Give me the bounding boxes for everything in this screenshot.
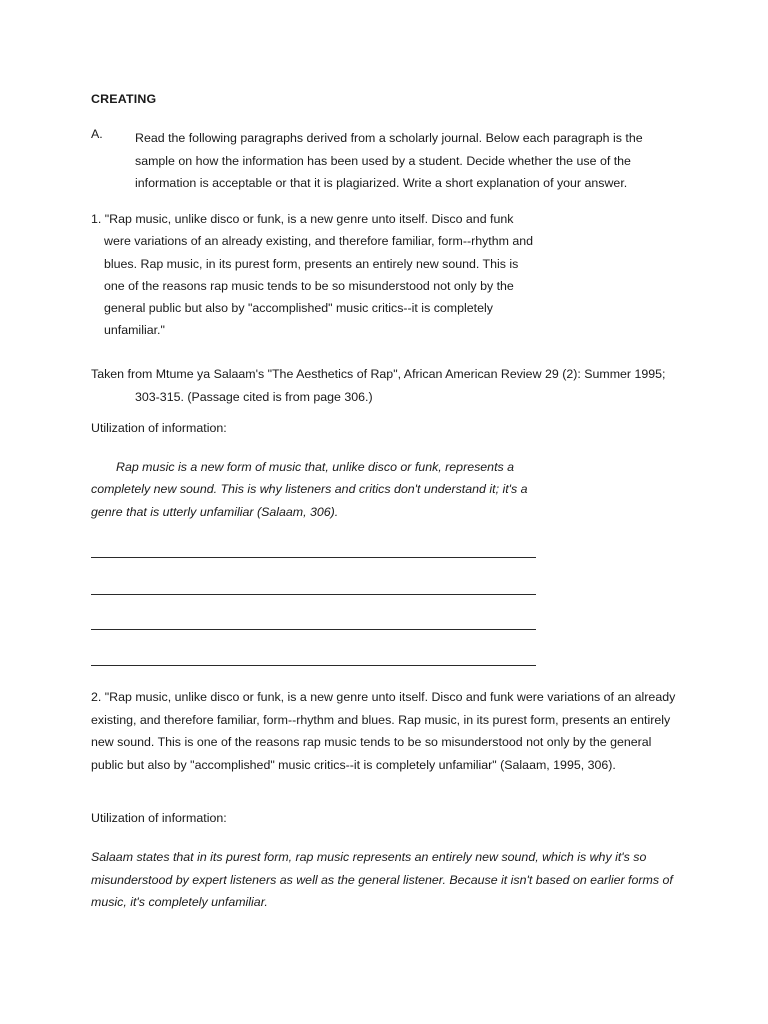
- student-sample-2: [91, 846, 681, 914]
- passage-2: [91, 686, 678, 776]
- section-heading: CREATING: [91, 92, 157, 106]
- student-sample-1: [91, 456, 551, 523]
- utilization-label-2: Utilization of information:: [91, 811, 227, 825]
- passage-line: 1. "Rap music, unlike disco or funk, is a new genre unto itself. Disco and funk: [91, 212, 514, 226]
- instruction-text: [135, 127, 675, 195]
- sample-line: completely new sound. This is why listeners and critics don't understand it; it's a: [91, 482, 528, 497]
- passage-line: one of the reasons rap music tends to be so misunderstood not only by the: [104, 278, 514, 293]
- passage-line: were variations of an already existing, and therefore familiar, form--rhythm and: [104, 234, 534, 249]
- answer-line[interactable]: [91, 594, 536, 595]
- sample-line: Salaam states that in its purest form, rap music represents an entirely new sound, which is why it's so: [91, 850, 647, 864]
- passage-line: new sound. This is one of the reasons rap music tends to be so misunderstood not only by the general: [91, 735, 652, 749]
- source-line: 303-315. (Passage cited is from page 306.): [135, 389, 373, 404]
- passage-1: [91, 208, 551, 342]
- answer-line[interactable]: [91, 629, 536, 630]
- source-line: Taken from Mtume ya Salaam's "The Aesthetics of Rap", African American Review 29 (2): Summer 1995;: [91, 367, 666, 381]
- passage-line: unfamiliar.": [104, 323, 165, 338]
- sample-line: music, it's completely unfamiliar.: [91, 895, 268, 909]
- instruction-letter: A.: [91, 127, 103, 141]
- passage-line: blues. Rap music, in its purest form, presents an entirely new sound. This is: [104, 256, 519, 271]
- passage-line: 2. "Rap music, unlike disco or funk, is a new genre unto itself. Disco and funk were variations of an already: [91, 690, 676, 704]
- instruction-line: information is acceptable or that it is plagiarized. Write a short explanation of your answer.: [135, 176, 628, 190]
- utilization-label-1: Utilization of information:: [91, 421, 227, 435]
- answer-line[interactable]: [91, 665, 536, 666]
- sample-line: misunderstood by expert listeners as well as the general listener. Because it isn't based on earlier forms of: [91, 872, 673, 887]
- passage-line: general public but also by "accomplished" music critics--it is completely: [104, 301, 493, 316]
- sample-line: genre that is utterly unfamiliar (Salaam, 306).: [91, 504, 339, 519]
- source-citation: [91, 363, 691, 408]
- instruction-line: Read the following paragraphs derived from a scholarly journal. Below each paragraph is the: [135, 131, 643, 145]
- passage-line: existing, and therefore familiar, form--rhythm and blues. Rap music, in its purest form, presents an entirely: [91, 712, 671, 727]
- instruction-line: sample on how the information has been used by a student. Decide whether the use of the: [135, 153, 631, 168]
- sample-line: Rap music is a new form of music that, unlike disco or funk, represents a: [116, 460, 515, 474]
- passage-line: public but also by "accomplished" music critics--it is completely unfamiliar" (Salaam, 1995, 306).: [91, 757, 616, 772]
- answer-line[interactable]: [91, 557, 536, 558]
